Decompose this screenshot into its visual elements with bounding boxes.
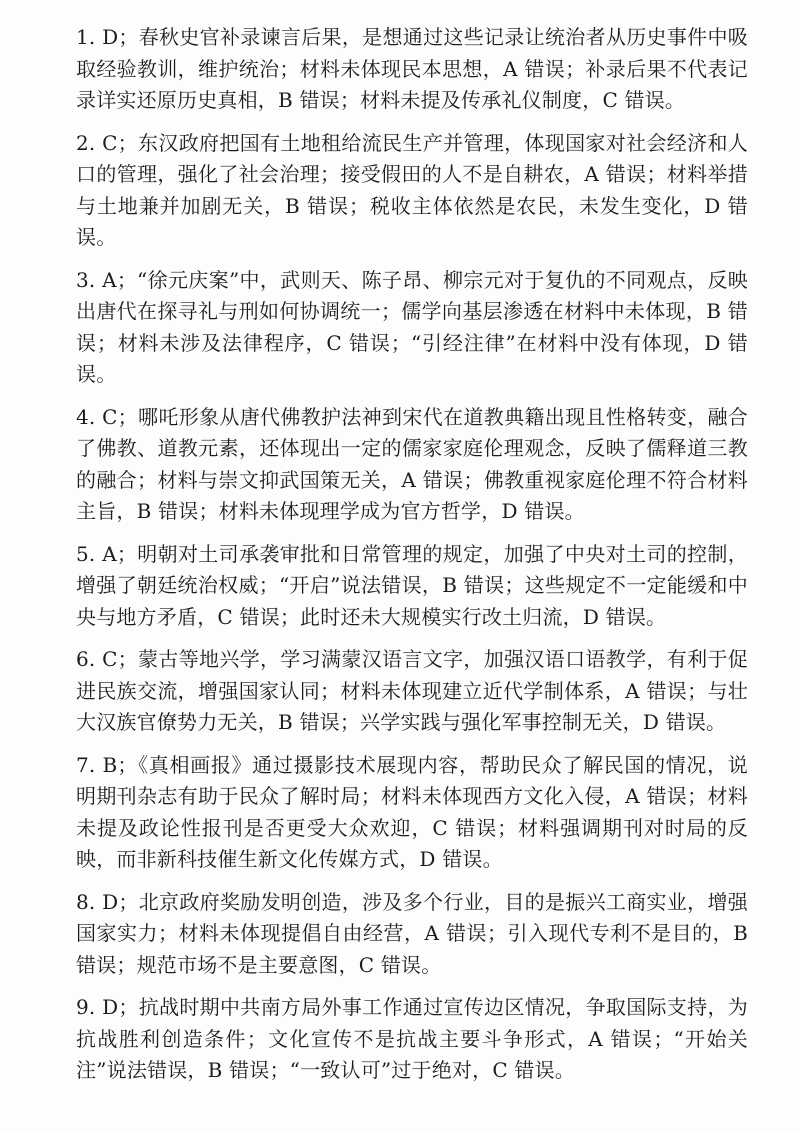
answer-item-4: 4. C；哪吒形象从唐代佛教护法神到宋代在道教典籍出现且性格转变，融合了佛教、道教元素，还体现出一定的儒家家庭伦理观念，反映了儒释道三教的融合；材料与崇文抑武国策无关，A 错误；佛教重视家庭伦理不符合材料主旨，B 错误；材料未体现理学成为官方哲学，D 错误。	[76, 404, 748, 523]
answer-item-1: 1. D；春秋史官补录谏言后果，是想通过这些记录让统治者从历史事件中吸取经验教训，维护统治；材料未体现民本思想，A 错误；补录后果不代表记录详实还原历史真相，B 错误；材料未提及传承礼仪制度，C 错误。	[76, 25, 748, 112]
answer-item-5: 5. A；明朝对土司承袭审批和日常管理的规定，加强了中央对土司的控制，增强了朝廷统治权威；“开启”说法错误，B 错误；这些规定不一定能缓和中央与地方矛盾，C 错误；此时还未大规模实行改土归流，D 错误。	[76, 541, 748, 629]
answer-item-3: 3. A；“徐元庆案”中，武则天、陈子昂、柳宗元对于复仇的不同观点，反映出唐代在探寻礼与刑如何协调统一；儒学向基层渗透在材料中未体现，B 错误；材料未涉及法律程序，C 错误；“引经注律”在材料中没有体现，D 错误。	[76, 267, 748, 386]
answer-item-2: 2. C；东汉政府把国有土地租给流民生产并管理，体现国家对社会经济和人口的管理，强化了社会治理；接受假田的人不是自耕农，A 错误；材料举措与土地兼并加剧无关，B 错误；税收主体依然是农民，未发生变化，D 错误。	[76, 130, 748, 249]
answer-item-7: 7. B；《真相画报》通过摄影技术展现内容，帮助民众了解民国的情况，说明期刊杂志有助于民众了解时局；材料未体现西方文化入侵，A 错误；材料未提及政论性报刊是否更受大众欢迎，C 错误；材料强调期刊对时局的反映，而非新科技催生新文化传媒方式，D 错误。	[76, 752, 748, 871]
answer-item-8: 8. D；北京政府奖励发明创造，涉及多个行业，目的是振兴工商实业，增强国家实力；材料未体现提倡自由经营，A 错误；引入现代专利不是目的，B 错误；规范市场不是主要意图，C 错误。	[76, 889, 748, 977]
answer-item-6: 6. C；蒙古等地兴学，学习满蒙汉语言文字，加强汉语口语教学，有利于促进民族交流，增强国家认同；材料未体现建立近代学制体系，A 错误；与壮大汉族官僚势力无关，B 错误；兴学实践与强化军事控制无关，D 错误。	[76, 647, 748, 734]
answer-item-9: 9. D；抗战时期中共南方局外事工作通过宣传边区情况，争取国际支持，为抗战胜利创造条件；文化宣传不是抗战主要斗争形式，A 错误；“开始关注”说法错误，B 错误；“一致认可”过于绝对，C 错误。	[76, 995, 748, 1082]
